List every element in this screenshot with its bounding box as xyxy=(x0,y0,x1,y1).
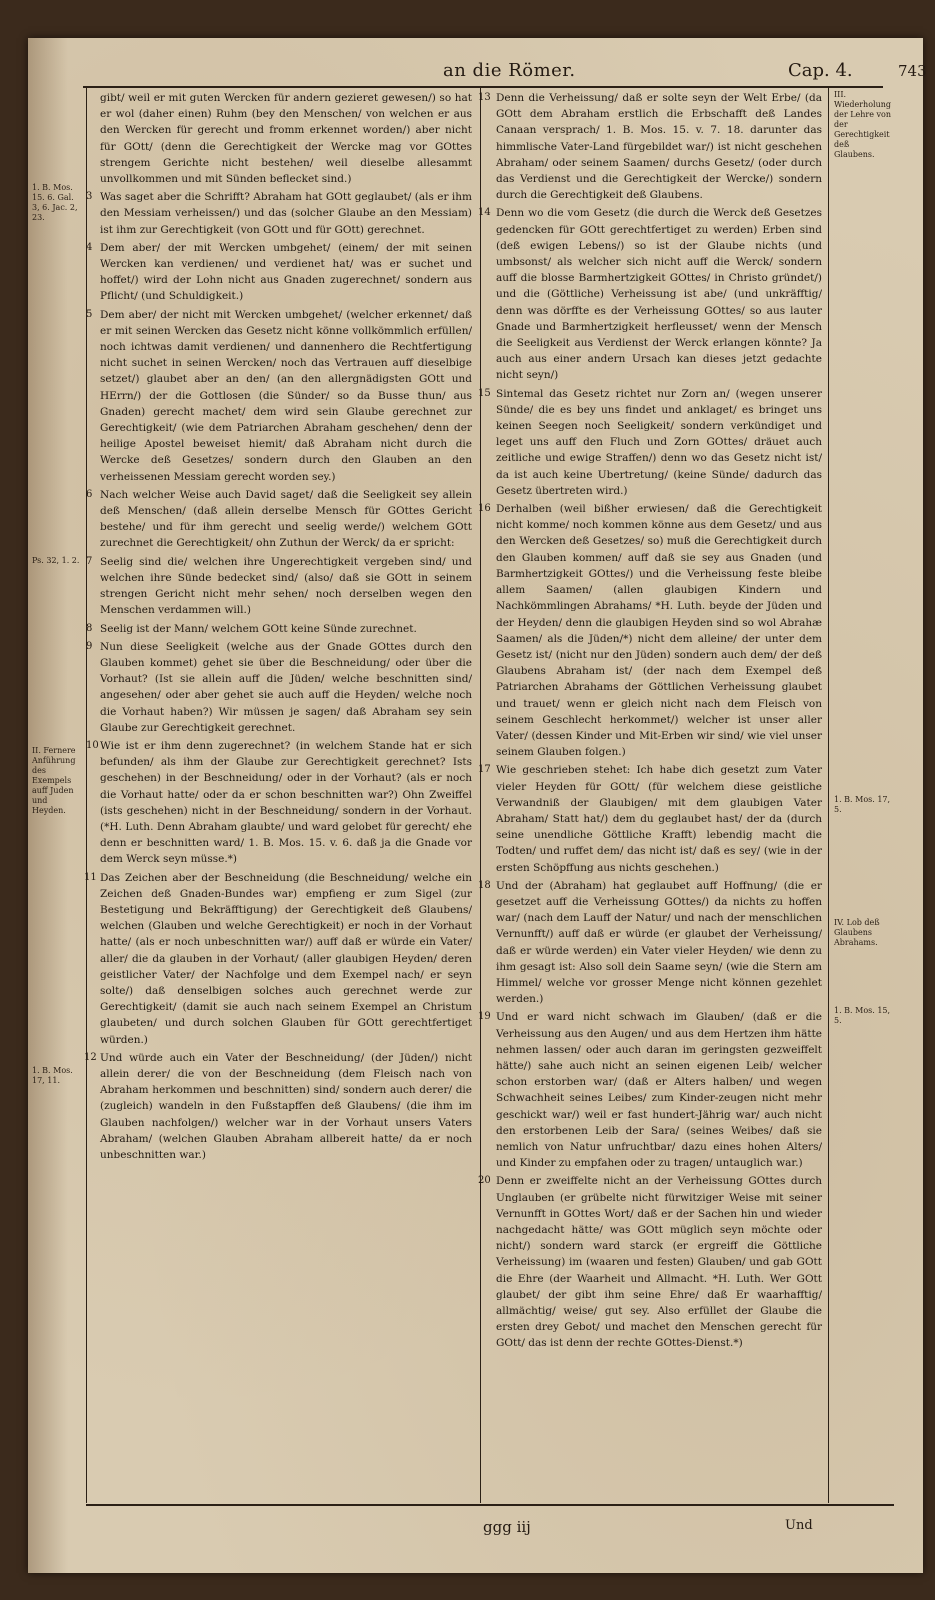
book-page xyxy=(28,38,927,1573)
verse-paragraph: 16 Derhalben (weil bißher erwiesen/ daß die Gerechtigkeit nicht komme/ noch kommen könne aus dem Gesetz/ und aus den Wercken deß Gesetzes/ so) muß die Gerechtigkeit durch den Glauben kommen/ auff daß sie sey aus Gnaden (und Barmhertzigkeit GOttes/) und die Verheissung feste bleibe allem Saamen/ (allen glaubigen Kindern und Nachkömmlingen Abrahams/ *H. Luth. beyde der Jüden und der Heyden/ denn die glaubigen Heyden sind so wol Abrahæ Saamen/ als die Jüden/*) nicht dem alleine/ der unter dem Gesetz ist/ (nicht nur den Jüden) sondern auch dem/ der deß Glaubens Abraham ist/ (der nach dem Exempel deß Patriarchen Abrahams der Göttlichen Verheissung glaubet und trauet/ wenn er gleich nicht nach dem Fleisch von seinem Geschlecht herkommet/) welcher ist unser aller Vater/ (dessen Kinder und Mit-Erben wir sind/ wie viel unser seinem Glauben folgen.) xyxy=(478,503,822,759)
verse-paragraph: 10 Wie ist er ihm denn zugerechnet? (in welchem Stande hat er sich befunden/ als ihm der Glaube zur Gerechtigkeit gerechnet? Ists geschehen) in der Beschneidung/ oder in der Vorhaut? (als er noch die Vorhaut hatte/ oder da er schon beschnitten war?) Ohn Zweiffel (ists geschehen) nicht in der Beschneidung/ sondern in der Vorhaut. (*H. Luth. Denn Abraham glaubte/ und ward gelobet für gerecht/ ehe denn er beschnitten ward/ 1. B. Mos. 15. v. 6. daß ja die Gnade vor dem Werck seyn müsse.*) xyxy=(86,739,472,866)
verse-paragraph: 17 Wie geschrieben stehet: Ich habe dich gesetzt zum Vater vieler Heyden für GOtt/ (für welchem diese geistliche Verwandniß der Glaubigen/ mit dem glaubigen Vater Abraham/ Statt hat/) dem du geglaubet hast/ der da (durch seine unendliche Göttliche Krafft) lebendig macht die Todten/ und ruffet dem/ das nicht ist/ daß es sey/ (wie in der ersten Schöpffung aus nichts geschehen.) xyxy=(478,764,822,874)
verse-number: 9 xyxy=(86,640,93,652)
right-margin-note: 1. B. Mos. 15, 5. xyxy=(834,1006,891,1025)
left-margin-note: 1. B. Mos. 15. 6. Gal. 3, 6. Jac. 2, 23. xyxy=(32,183,78,222)
verse-number: 8 xyxy=(86,622,93,634)
verse-paragraph: 9 Nun diese Seeligkeit (welche aus der Gnade GOttes durch den Glauben kommet) gehet sie über die Beschneidung/ oder über die Vorhaut? (Ist sie allein auff die Jüden/ welche beschnitten sind/ angesehen/ oder aber gehet sie auch auff die Heyden/ welche noch die Vorhaut haben?) Wir müssen je sagen/ daß Abraham sey sein Glaube zur Gerechtigkeit gerechnet. xyxy=(86,640,472,734)
catchword: Und xyxy=(785,1518,813,1533)
verse-number: 20 xyxy=(478,1175,491,1187)
verse-number: 12 xyxy=(84,1051,97,1063)
verse-paragraph: 15 Sintemal das Gesetz richtet nur Zorn an/ (wegen unserer Sünde/ die es bey uns findet und anklaget/ es bringet uns keinen Seegen noch Seeligkeit/ sondern verkündiget und leget uns auff den Fluch und Zorn GOttes/ dräuet auch zeitliche und ewige Straffen/) denn wo das Gesetz nicht ist/ da ist auch keine Ubertretung/ (keine Sünde/ dadurch das Gesetz übertreten wird.) xyxy=(478,387,822,497)
verse-number: 17 xyxy=(478,764,491,776)
bottom-rule xyxy=(86,1504,894,1506)
right-text-column xyxy=(478,90,822,1354)
verse-number: 14 xyxy=(478,207,491,219)
verse-number: 5 xyxy=(86,308,93,320)
center-column-rule xyxy=(480,88,481,1503)
left-margin-rule xyxy=(86,88,87,1503)
verse-paragraph: 13 Denn die Verheissung/ daß er solte seyn der Welt Erbe/ (da GOtt dem Abraham erstlich die Erbschafft deß Landes Canaan versprach/ 1. B. Mos. 15. v. 7. 18. darunter das himmlische Vater-Land fürgebildet war/) ist nicht geschehen Abraham/ oder seinem Saamen/ durchs Gesetz/ (oder durch das Verdienst und die Gerechtigkeit der Wercke/) sondern durch die Gerechtigkeit deß Glaubens. xyxy=(478,92,822,202)
left-text-column xyxy=(84,90,472,1165)
page-header xyxy=(83,60,927,88)
verse-number: 4 xyxy=(86,241,93,253)
left-margin-note: 1. B. Mos. 17, 11. xyxy=(32,1066,73,1085)
verse-number: 6 xyxy=(86,488,93,500)
verse-paragraph: 19 Und er ward nicht schwach im Glauben/ (daß er die Verheissung aus den Augen/ und aus dem Hertzen ihm hätte nehmen lassen/ oder auch daran im geringsten gezweiffelt hätte/) sahe auch nicht an seinen eigenen Leib/ welcher schon erstorben war/ (daß er Alters halben/ und wegen Schwachheit seines Leibes/ zum Kinder-zeugen nicht mehr geschickt war/) weil er fast hundert-Jährig war/ auch nicht den erstorbenen Leib der Sara/ (seines Weibes/ daß sie nemlich von Natur unfruchtbar/ dazu eines hohen Alters/ und Kinder zu empfahen oder zu tragen/ untauglich war.) xyxy=(478,1011,822,1170)
verse-number: 15 xyxy=(478,387,491,399)
verse-paragraph: 11 Das Zeichen aber der Beschneidung (die Beschneidung/ welche ein Zeichen deß Gnaden-Bundes war) empfieng er zum Sigel (zur Bestetigung und Bekräfftigung) der Gerechtigkeit deß Glaubens/ welchen (Glauben und welche Gerechtigkeit) er noch in der Vorhaut hatte/ (als er noch unbeschnitten war/) auff daß er würde ein Vater/ aller/ die da glauben in der Vorhaut/ (aller glaubigen Heyden/ deren geistlicher Vater/ der Nachfolge und dem Exempel nach/ er seyn solte/) daß denselbigen solches auch gerechnet werde zur Gerechtigkeit/ (damit sie auch nach seinem Exempel an Christum glaubeten/ und durch solchen Glauben für GOtt gerechtfertiget würden.) xyxy=(84,871,472,1046)
right-margin-note: III. Wiederholung der Lehre von der Gerechtigkeit deß Glaubens. xyxy=(834,90,892,159)
verse-paragraph: 20 Denn er zweiffelte nicht an der Verheissung GOttes durch Unglauben (er grübelte nicht fürwitziger Weise mit seiner Vernunfft in GOttes Wort/ daß er der Sachen hin und wieder nachgedacht hätte/ was GOtt müglich seyn möchte oder nicht/) sondern ward starck (er ergreiff die Göttliche Verheissung) im (waaren und festen) Glauben/ und gab GOtt die Ehre (der Waarheit und Allmacht. *H. Luth. Wer GOtt glaubet/ der gibt ihm seine Ehre/ daß Er waarhafftig/ allmächtig/ weise/ gut sey. Also erfüllet der Glaube die ersten drey Gebot/ und machet den Menschen gerecht für GOtt/ das ist denn der rechte GOttes-Dienst.*) xyxy=(478,1175,822,1350)
verse-number: 3 xyxy=(86,191,93,203)
verse-paragraph: 5 Dem aber/ der nicht mit Wercken umbgehet/ (welcher erkennet/ daß er mit seinen Wercken das Gesetz nicht könne vollkömmlich erfüllen/ noch ichtwas damit verdienen/ und dannenhero die Rechtfertigung nicht suchet in seinen Wercken/ noch das Vertrauen auff dieselbige setzet/) glaubet aber an den/ (an den allergnädigsten GOtt und HErrn/) der die Gottlosen (die Sünder/ so da Busse thun/ aus Gnaden) gerecht machet/ dem wird sein Glaube gerechnet zur Gerechtigkeit/ (wie dem Patriarchen Abraham geschehen/ denn der heilige Apostel beweiset hiemit/ daß Abraham nicht durch die Wercke deß Gesetzes/ sondern durch den Glauben an den verheissenen Messiam gerecht worden sey.) xyxy=(86,308,472,483)
verse-number: 10 xyxy=(86,739,99,751)
signature-mark: ggg iij xyxy=(483,1518,531,1536)
verse-paragraph: 14 Denn wo die vom Gesetz (die durch die Werck deß Gesetzes gedencken für GOtt gerechtfertiget zu werden) Erben sind (deß ewigen Lebens/) so ist der Glaube nichts (und umbsonst/ als welcher sich nicht auff die Werck/ sondern auff die blosse Barmhertzigkeit GOttes/ in Christo gründet/) und die (Göttliche) Verheissung ist abe/ (und unkräfftig/ denn was dörffte es der Verheissung GOttes/ so aus lauter Gnade und Barmhertzigkeit herfleusset/ wenn der Mensch die Seeligkeit aus Verdienst der Werck erlangen könnte? Ja auch aus einer andern Ursach kan dieses jetzt gedachte nicht seyn/) xyxy=(478,207,822,382)
left-margin-note: II. Fernere Anführung des Exempels auff Juden und Heyden. xyxy=(32,746,76,815)
verse-paragraph: gibt/ weil er mit guten Wercken für andern gezieret gewesen/) so hat er wol (daher einen) Ruhm (bey den Menschen/ von welchen er aus den Wercken für gerecht und fromm erkennet worden/) aber nicht für GOtt/ (denn die Gerechtigkeit der Wercke mag vor GOttes strengem Gerichte nicht bestehen/ weil dieselbe allesammt unvollkommen und mit Sünden beflecket sind.) xyxy=(100,92,472,186)
verse-number: 19 xyxy=(478,1011,491,1023)
verse-paragraph: 4 Dem aber/ der mit Wercken umbgehet/ (einem/ der mit seinen Wercken kan verdienen/ und verdienet hat/ was er suchet und hoffet/) wird der Lohn nicht aus Gnaden zugerechnet/ sondern aus Pflicht/ (und Schuldigkeit.) xyxy=(86,241,472,303)
chapter-label: Cap. 4. xyxy=(788,60,853,81)
right-margin-note: IV. Lob deß Glaubens Abrahams. xyxy=(834,918,880,947)
verse-number: 7 xyxy=(86,555,93,567)
verse-paragraph: 8 Seelig ist der Mann/ welchem GOtt keine Sünde zurechnet. xyxy=(100,621,472,637)
verse-paragraph: 3 Was saget aber die Schrifft? Abraham hat GOtt geglaubet/ (als er ihm den Messiam verheissen/) und das (solcher Glaube an den Messiam) ist ihm zur Gerechtigkeit (von GOtt und für GOtt) gerechnet. xyxy=(86,191,472,236)
page-number: 743 xyxy=(898,62,927,80)
verse-paragraph: 18 Und der (Abraham) hat geglaubet auff Hoffnung/ (die er gesetzet auff die Verheissung GOttes/) da nichts zu hoffen war/ (nach dem Lauff der Natur/ und nach der menschlichen Vernunfft/) auff daß er würde (er glaubet der Verheissung/ daß er würde werden) ein Vater vieler Heyden/ wie denn zu ihm gesagt ist: Also soll dein Saame seyn/ (wie die Stern am Himmel/ welche vor grosser Menge nicht können gezehlet werden.) xyxy=(478,879,822,1006)
right-margin-note: 1. B. Mos. 17, 5. xyxy=(834,795,891,814)
verse-paragraph: 6 Nach welcher Weise auch David saget/ daß die Seeligkeit sey allein deß Menschen/ (daß allein derselbe Mensch für GOttes Gericht bestehe/ und für ihm gerecht und seelig werde/) welchem GOtt zurechnet die Gerechtigkeit/ ohn Zuthun der Werck/ da er spricht: xyxy=(86,488,472,550)
verse-number: 18 xyxy=(478,879,491,891)
verse-number: 13 xyxy=(478,92,491,103)
right-margin-rule xyxy=(828,88,829,1503)
verse-number: 11 xyxy=(84,871,97,883)
verse-paragraph: 12 Und würde auch ein Vater der Beschneidung/ (der Jüden/) nicht allein derer/ die von der Beschneidung (dem Fleisch nach von Abraham herkommen und beschnitten) sind/ sondern auch derer/ die (zugleich) wandeln in den Fußstapffen deß Glaubens/ (die ihm im Glauben nachfolgen/) welcher war in der Vorhaut unsers Vaters Abraham/ (welchen Glauben Abraham allbereit hatte/ da er noch unbeschnitten war.) xyxy=(84,1051,472,1161)
verse-number: 16 xyxy=(478,503,491,515)
running-title: an die Römer. xyxy=(443,60,576,81)
verse-paragraph: 7 Seelig sind die/ welchen ihre Ungerechtigkeit vergeben sind/ und welchen ihre Sünde bedecket sind/ (also/ daß sie GOtt in seinem strengen Gericht nicht mehr sehen/ noch derselben wegen den Menschen verdammen will.) xyxy=(86,555,472,617)
left-margin-note: Ps. 32, 1. 2. xyxy=(32,556,80,565)
